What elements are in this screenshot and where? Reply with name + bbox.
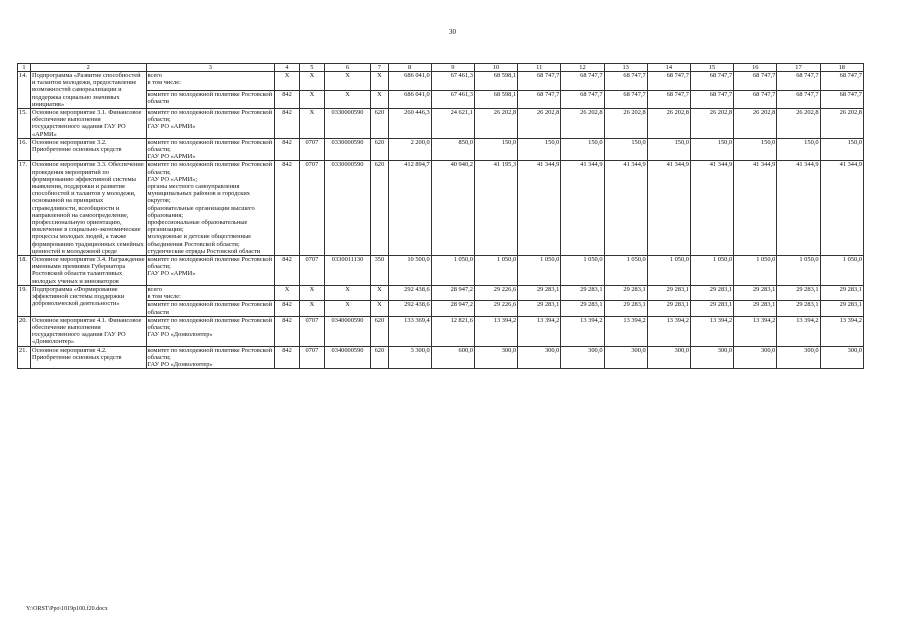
amount-cell: 3 300,0: [388, 346, 431, 369]
expense-type-code: X: [371, 90, 388, 109]
executor-cell: всего в том числе:: [146, 285, 275, 300]
row-number: 16.: [18, 138, 31, 161]
amount-cell: 29 283,1: [561, 301, 604, 316]
amount-cell: 300,0: [647, 346, 690, 369]
amount-cell: 1 050,0: [604, 256, 647, 286]
file-path-footer: Y:\ORST\Ppo\1019p100.f20.docx: [26, 606, 108, 612]
column-header: 7: [371, 64, 388, 72]
grbs-code: 842: [275, 109, 300, 139]
amount-cell: 13 394,2: [647, 316, 690, 346]
amount-cell: 13 394,2: [820, 316, 863, 346]
amount-cell: 41 344,9: [734, 161, 777, 256]
amount-cell: 150,0: [518, 138, 561, 161]
measure-name: Основное мероприятие 3.2. Приобретение основных средств: [30, 138, 146, 161]
amount-cell: 26 202,8: [604, 109, 647, 139]
amount-cell: 1 050,0: [690, 256, 733, 286]
executor-cell: комитет по молодежной политике Ростовской области: [146, 301, 275, 316]
amount-cell: 29 283,1: [820, 285, 863, 300]
amount-cell: 13 394,2: [518, 316, 561, 346]
target-article-code: 0330011130: [324, 256, 370, 286]
section-code: 0707: [299, 256, 324, 286]
amount-cell: 2 200,0: [388, 138, 431, 161]
amount-cell: 29 283,1: [690, 285, 733, 300]
table-row: [18, 138, 864, 161]
budget-table: [17, 63, 864, 369]
amount-cell: 26 202,8: [690, 109, 733, 139]
executor-cell: комитет по молодежной политике Ростовской области; ГАУ РО «Донволонтер»: [146, 316, 275, 346]
table-row: [18, 285, 864, 300]
amount-cell: 68 747,7: [777, 90, 820, 109]
amount-cell: 68 747,7: [518, 72, 561, 91]
amount-cell: 41 344,9: [604, 161, 647, 256]
column-header: 11: [518, 64, 561, 72]
amount-cell: 41 344,9: [777, 161, 820, 256]
row-number: 18.: [18, 256, 31, 286]
measure-name: Подпрограмма «Формирование эффективной системы поддержки добровольческой деятельности»: [30, 285, 146, 316]
target-article-code: 0340000590: [324, 316, 370, 346]
amount-cell: 29 283,1: [820, 301, 863, 316]
column-header: 3: [146, 64, 275, 72]
amount-cell: 26 202,8: [647, 109, 690, 139]
table-row: [18, 346, 864, 369]
amount-cell: 41 344,9: [820, 161, 863, 256]
amount-cell: 1 050,0: [820, 256, 863, 286]
amount-cell: 29 283,1: [518, 301, 561, 316]
amount-cell: 68 598,1: [474, 90, 517, 109]
amount-cell: 68 747,7: [604, 90, 647, 109]
amount-cell: 68 598,1: [474, 72, 517, 91]
amount-cell: 28 947,2: [431, 301, 474, 316]
amount-cell: 68 747,7: [734, 72, 777, 91]
section-code: X: [299, 285, 324, 300]
row-number: 20.: [18, 316, 31, 346]
amount-cell: 29 283,1: [647, 301, 690, 316]
target-article-code: 0330000590: [324, 138, 370, 161]
amount-cell: 850,0: [431, 138, 474, 161]
amount-cell: 29 283,1: [604, 301, 647, 316]
amount-cell: 1 050,0: [561, 256, 604, 286]
amount-cell: 68 747,7: [518, 90, 561, 109]
column-header: 8: [388, 64, 431, 72]
grbs-code: X: [275, 285, 300, 300]
amount-cell: 300,0: [561, 346, 604, 369]
amount-cell: 300,0: [518, 346, 561, 369]
amount-cell: 40 940,2: [431, 161, 474, 256]
amount-cell: 1 050,0: [734, 256, 777, 286]
column-header: 15: [690, 64, 733, 72]
section-code: 0707: [299, 138, 324, 161]
target-article-code: X: [324, 285, 370, 300]
section-code: X: [299, 301, 324, 316]
amount-cell: 1 050,0: [647, 256, 690, 286]
amount-cell: 28 947,2: [431, 285, 474, 300]
amount-cell: 12 821,6: [431, 316, 474, 346]
expense-type-code: 620: [371, 138, 388, 161]
amount-cell: 1 050,0: [518, 256, 561, 286]
target-article-code: X: [324, 90, 370, 109]
amount-cell: 10 500,0: [388, 256, 431, 286]
column-header: 10: [474, 64, 517, 72]
amount-cell: 24 621,1: [431, 109, 474, 139]
row-number: 14.: [18, 72, 31, 109]
amount-cell: 29 283,1: [734, 301, 777, 316]
column-header: 9: [431, 64, 474, 72]
amount-cell: 41 344,9: [518, 161, 561, 256]
measure-name: Подпрограмма «Развитие способностей и талантов молодежи, предоставление возможностей самореализации и поддержка социально значимых инициатив»: [30, 72, 146, 109]
amount-cell: 13 394,2: [734, 316, 777, 346]
amount-cell: 41 195,3: [474, 161, 517, 256]
table-row: [18, 109, 864, 139]
target-article-code: X: [324, 301, 370, 316]
amount-cell: 68 747,7: [647, 90, 690, 109]
grbs-code: 842: [275, 138, 300, 161]
amount-cell: 300,0: [604, 346, 647, 369]
amount-cell: 68 747,7: [561, 72, 604, 91]
amount-cell: 68 747,7: [604, 72, 647, 91]
amount-cell: 1 050,0: [474, 256, 517, 286]
amount-cell: 150,0: [561, 138, 604, 161]
column-header: 2: [30, 64, 146, 72]
amount-cell: 686 041,0: [388, 72, 431, 91]
amount-cell: 300,0: [474, 346, 517, 369]
section-code: X: [299, 109, 324, 139]
target-article-code: 0340000590: [324, 346, 370, 369]
expense-type-code: 620: [371, 161, 388, 256]
column-header: 18: [820, 64, 863, 72]
table-body: [18, 72, 864, 369]
column-header: 13: [604, 64, 647, 72]
amount-cell: 68 747,7: [777, 72, 820, 91]
executor-cell: комитет по молодежной политике Ростовской области; ГАУ РО «АРМИ»: [146, 256, 275, 286]
target-article-code: 0330000590: [324, 161, 370, 256]
amount-cell: 150,0: [474, 138, 517, 161]
amount-cell: 150,0: [777, 138, 820, 161]
amount-cell: 412 894,7: [388, 161, 431, 256]
amount-cell: 292 438,6: [388, 285, 431, 300]
amount-cell: 68 747,7: [690, 90, 733, 109]
column-header: 17: [777, 64, 820, 72]
column-header: 14: [647, 64, 690, 72]
page-number: 30: [449, 28, 456, 36]
expense-type-code: 620: [371, 346, 388, 369]
executor-cell: комитет по молодежной политике Ростовской области: [146, 90, 275, 109]
amount-cell: 1 050,0: [777, 256, 820, 286]
amount-cell: 150,0: [734, 138, 777, 161]
column-header: 5: [299, 64, 324, 72]
amount-cell: 26 202,8: [561, 109, 604, 139]
amount-cell: 300,0: [777, 346, 820, 369]
column-header: 12: [561, 64, 604, 72]
measure-name: Основное мероприятие 3.3. Обеспечение проведения мероприятий по формированию эффективной системы выявления, поддержки и развития способностей и талантов у молодежи, основанной на принципах справедливости, всеобщности и направленной на самоопределение, профессиональную ориентацию, вовлечение в социально-экономические процессы молодых людей, а также формированию традиционных семейных ценностей в молодежной среде: [30, 161, 146, 256]
amount-cell: 13 394,2: [561, 316, 604, 346]
amount-cell: 41 344,9: [690, 161, 733, 256]
amount-cell: 150,0: [690, 138, 733, 161]
amount-cell: 26 202,8: [734, 109, 777, 139]
amount-cell: 300,0: [820, 346, 863, 369]
expense-type-code: X: [371, 301, 388, 316]
section-code: 0707: [299, 346, 324, 369]
amount-cell: 26 202,8: [518, 109, 561, 139]
grbs-code: 842: [275, 90, 300, 109]
amount-cell: 13 394,2: [474, 316, 517, 346]
amount-cell: 13 394,2: [604, 316, 647, 346]
column-header: 4: [275, 64, 300, 72]
expense-type-code: 620: [371, 109, 388, 139]
amount-cell: 29 283,1: [734, 285, 777, 300]
grbs-code: 842: [275, 316, 300, 346]
executor-cell: комитет по молодежной политике Ростовской области; ГАУ РО «АРМИ»: [146, 109, 275, 139]
amount-cell: 150,0: [820, 138, 863, 161]
grbs-code: 842: [275, 256, 300, 286]
amount-cell: 300,0: [734, 346, 777, 369]
amount-cell: 600,0: [431, 346, 474, 369]
amount-cell: 29 283,1: [777, 301, 820, 316]
row-number: 19.: [18, 285, 31, 316]
table-row: [18, 316, 864, 346]
amount-cell: 29 283,1: [690, 301, 733, 316]
grbs-code: X: [275, 72, 300, 91]
column-header: 16: [734, 64, 777, 72]
measure-name: Основное мероприятие 3.1. Финансовое обеспечение выполнения государственного задания ГАУ РО «АРМИ»: [30, 109, 146, 139]
amount-cell: 68 747,7: [820, 90, 863, 109]
amount-cell: 29 226,6: [474, 301, 517, 316]
amount-cell: 26 202,8: [820, 109, 863, 139]
grbs-code: 842: [275, 161, 300, 256]
table-row: [18, 161, 864, 256]
header-row: [18, 64, 864, 72]
amount-cell: 26 202,8: [777, 109, 820, 139]
amount-cell: 150,0: [647, 138, 690, 161]
table-row: [18, 72, 864, 91]
expense-type-code: X: [371, 72, 388, 91]
expense-type-code: X: [371, 285, 388, 300]
expense-type-code: 350: [371, 256, 388, 286]
amount-cell: 68 747,7: [647, 72, 690, 91]
amount-cell: 68 747,7: [820, 72, 863, 91]
grbs-code: 842: [275, 346, 300, 369]
amount-cell: 13 394,2: [690, 316, 733, 346]
amount-cell: 13 394,2: [777, 316, 820, 346]
measure-name: Основное мероприятие 3.4. Награждение именными премиями Губернатора Ростовской области талантливых молодых ученых и инноваторов: [31, 256, 145, 285]
amount-cell: 68 747,7: [561, 90, 604, 109]
amount-cell: 29 283,1: [561, 285, 604, 300]
amount-cell: 41 344,9: [647, 161, 690, 256]
amount-cell: 292 438,6: [388, 301, 431, 316]
row-number: 15.: [18, 109, 31, 139]
executor-cell: комитет по молодежной политике Ростовской области; ГАУ РО «Донволонтер»: [146, 346, 275, 369]
target-article-code: X: [324, 72, 370, 91]
amount-cell: 29 283,1: [647, 285, 690, 300]
amount-cell: 29 283,1: [518, 285, 561, 300]
amount-cell: 67 461,3: [431, 72, 474, 91]
section-code: 0707: [299, 316, 324, 346]
row-number: 21.: [18, 346, 31, 369]
amount-cell: 29 283,1: [604, 285, 647, 300]
section-code: X: [299, 72, 324, 91]
row-number: 17.: [18, 161, 31, 256]
amount-cell: 686 041,0: [388, 90, 431, 109]
amount-cell: 1 050,0: [431, 256, 474, 286]
measure-name: Основное мероприятие 4.1. Финансовое обеспечение выполнения государственного задания ГАУ РО «Донволонтер»: [30, 316, 146, 346]
executor-cell: всего в том числе:: [146, 72, 275, 91]
amount-cell: 260 446,3: [388, 109, 431, 139]
amount-cell: 67 461,3: [431, 90, 474, 109]
executor-cell: комитет по молодежной политике Ростовской области; ГАУ РО «АРМИ»; органы местного самоуправления муниципальных районов и городских округов; образовательные организации высшего образования; профессиональные образовательные организации; молодежные и детские общественные объединения Ростовской области; студенческие отряды Ростовской области: [146, 161, 275, 256]
amount-cell: 133 369,4: [388, 316, 431, 346]
amount-cell: 300,0: [690, 346, 733, 369]
column-header: 6: [324, 64, 370, 72]
grbs-code: 842: [275, 301, 300, 316]
amount-cell: 150,0: [604, 138, 647, 161]
section-code: X: [299, 90, 324, 109]
amount-cell: 26 202,8: [474, 109, 517, 139]
column-header: 1: [18, 64, 31, 72]
amount-cell: 29 226,6: [474, 285, 517, 300]
table-row: [18, 256, 864, 286]
executor-cell: комитет по молодежной политике Ростовской области; ГАУ РО «АРМИ»: [146, 138, 275, 161]
amount-cell: 29 283,1: [777, 285, 820, 300]
measure-name: Основное мероприятие 4.2. Приобретение основных средств: [30, 346, 146, 369]
amount-cell: 41 344,9: [561, 161, 604, 256]
amount-cell: 68 747,7: [734, 90, 777, 109]
amount-cell: 68 747,7: [690, 72, 733, 91]
expense-type-code: 620: [371, 316, 388, 346]
target-article-code: 0330000590: [324, 109, 370, 139]
section-code: 0707: [299, 161, 324, 256]
